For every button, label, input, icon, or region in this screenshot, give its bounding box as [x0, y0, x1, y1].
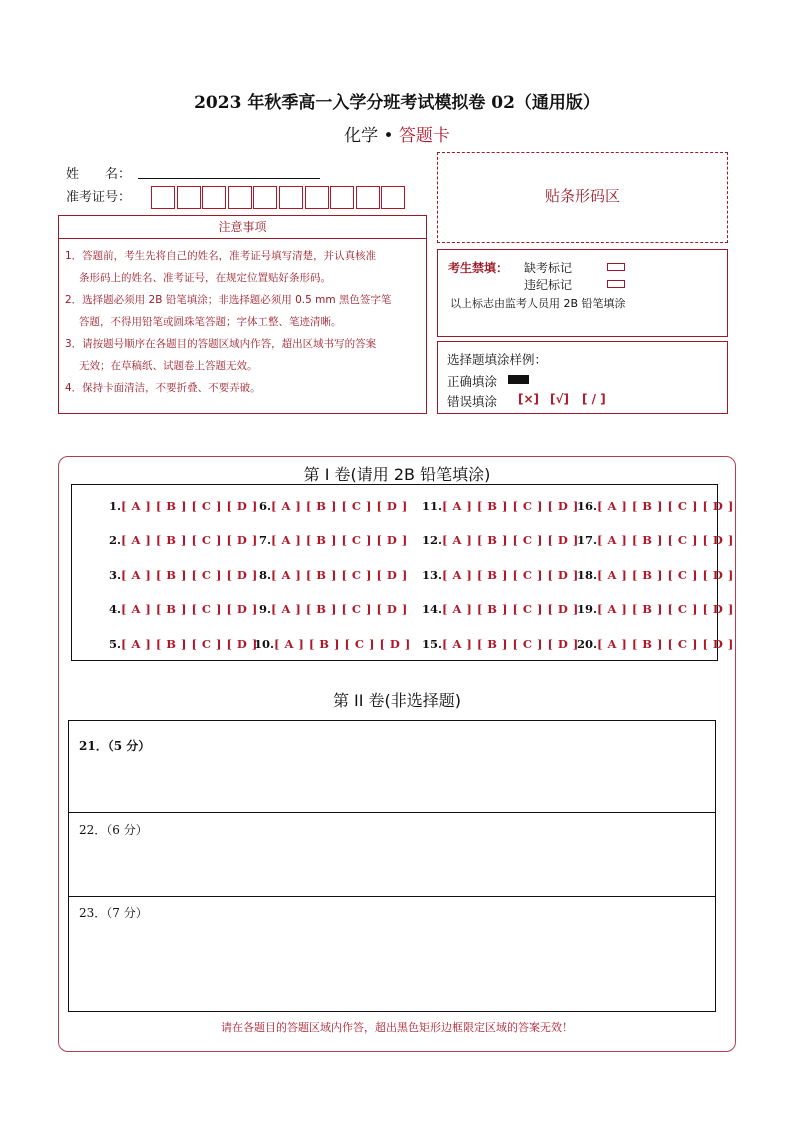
- id-digit-box[interactable]: [305, 186, 329, 209]
- wrong-fill-label: 错误填涂: [447, 394, 498, 409]
- mc-question-7[interactable]: 7.[ A ] [ B ] [ C ] [ D ]: [259, 533, 408, 547]
- mc-question-9[interactable]: 9.[ A ] [ B ] [ C ] [ D ]: [259, 602, 408, 616]
- mc-question-14[interactable]: 14.[ A ] [ B ] [ C ] [ D ]: [422, 602, 579, 616]
- notice-item: 2．选择题必须用 2B 铅笔填涂；非选择题必须用 0.5 mm 黑色签字笔: [65, 294, 392, 306]
- correct-fill-sample: [508, 375, 529, 384]
- page-title: 2023 年秋季高一入学分班考试模拟卷 02（通用版）: [194, 93, 600, 113]
- mc-question-11[interactable]: 11.[ A ] [ B ] [ C ] [ D ]: [422, 499, 579, 513]
- id-label: 准考证号：: [66, 190, 132, 205]
- absent-label: 缺考标记: [524, 261, 573, 275]
- notice-item: 4．保持卡面清洁，不要折叠、不要弄破。: [65, 382, 261, 394]
- mc-question-18[interactable]: 18.[ A ] [ B ] [ C ] [ D ]: [577, 568, 734, 582]
- mc-question-3[interactable]: 3.[ A ] [ B ] [ C ] [ D ]: [109, 568, 258, 582]
- fill-sample-panel: [437, 341, 728, 414]
- mc-question-2[interactable]: 2.[ A ] [ B ] [ C ] [ D ]: [109, 533, 258, 547]
- violation-label: 违纪标记: [524, 278, 573, 292]
- notice-item: 1．答题前，考生先将自己的姓名，准考证号填写清楚，并认真核准: [65, 250, 377, 262]
- absent-mark-box[interactable]: [607, 263, 625, 271]
- proctor-mark-panel: [437, 249, 728, 337]
- mc-question-8[interactable]: 8.[ A ] [ B ] [ C ] [ D ]: [259, 568, 408, 582]
- id-digit-box[interactable]: [279, 186, 303, 209]
- notice-heading: 注意事项: [59, 216, 426, 239]
- wrong-mark-cross: [×]: [518, 392, 540, 406]
- correct-fill-label: 正确填涂: [447, 374, 498, 389]
- mc-question-6[interactable]: 6.[ A ] [ B ] [ C ] [ D ]: [259, 499, 408, 513]
- notice-item: 条形码上的姓名、准考证号，在规定位置贴好条形码。: [79, 272, 331, 284]
- mc-question-16[interactable]: 16.[ A ] [ B ] [ C ] [ D ]: [577, 499, 734, 513]
- notice-item: 答题，不得用铅笔或圆珠笔答题；字体工整、笔迹清晰。: [79, 316, 342, 328]
- page-subtitle: [0, 121, 794, 146]
- notice-item: 3．请按题号顺序在各题目的答题区域内作答，超出区域书写的答案: [65, 338, 377, 350]
- notice-panel: [58, 215, 427, 414]
- question-divider: [69, 896, 715, 897]
- exam-id-boxes[interactable]: [151, 186, 407, 209]
- banned-note: 以上标志由监考人员用 2B 铅笔填涂: [450, 297, 626, 310]
- name-field[interactable]: [138, 178, 320, 179]
- card-name: 答题卡: [398, 126, 450, 146]
- banned-label: 考生禁填：: [448, 261, 509, 275]
- violation-mark-box[interactable]: [607, 280, 625, 288]
- footer-warning: 请在各题目的答题区域内作答，超出黑色矩形边框限定区域的答案无效！: [221, 1021, 573, 1034]
- free-response-box[interactable]: [68, 720, 716, 1012]
- id-digit-box[interactable]: [330, 186, 354, 209]
- question-23-label: 23．（7 分）: [79, 906, 148, 920]
- mc-question-13[interactable]: 13.[ A ] [ B ] [ C ] [ D ]: [422, 568, 579, 582]
- id-digit-box[interactable]: [202, 186, 226, 209]
- mc-question-1[interactable]: 1.[ A ] [ B ] [ C ] [ D ]: [109, 499, 258, 513]
- id-digit-box[interactable]: [253, 186, 277, 209]
- id-digit-box[interactable]: [177, 186, 201, 209]
- notice-body: [59, 239, 426, 399]
- sample-heading: 选择题填涂样例：: [447, 352, 548, 367]
- name-label: 姓 名：: [66, 167, 132, 182]
- title-separator: •: [383, 126, 394, 146]
- wrong-mark-slash: [ / ]: [582, 392, 606, 406]
- question-21-label: 21．（5 分）: [79, 739, 151, 753]
- mc-question-12[interactable]: 12.[ A ] [ B ] [ C ] [ D ]: [422, 533, 579, 547]
- subject-label: 化学: [344, 126, 379, 146]
- id-digit-box[interactable]: [228, 186, 252, 209]
- mc-question-4[interactable]: 4.[ A ] [ B ] [ C ] [ D ]: [109, 602, 258, 616]
- mc-question-20[interactable]: 20.[ A ] [ B ] [ C ] [ D ]: [577, 637, 734, 651]
- mc-question-17[interactable]: 17.[ A ] [ B ] [ C ] [ D ]: [577, 533, 734, 547]
- id-digit-box[interactable]: [356, 186, 380, 209]
- id-digit-box[interactable]: [381, 186, 405, 209]
- part1-title: 第 I 卷(请用 2B 铅笔填涂): [303, 465, 491, 484]
- wrong-mark-check: [√]: [550, 392, 569, 406]
- multiple-choice-grid: [71, 484, 734, 661]
- question-divider: [69, 812, 715, 813]
- mc-question-15[interactable]: 15.[ A ] [ B ] [ C ] [ D ]: [422, 637, 579, 651]
- barcode-area[interactable]: 贴条形码区: [437, 152, 728, 243]
- mc-question-10[interactable]: 10.[ A ] [ B ] [ C ] [ D ]: [254, 637, 411, 651]
- mc-question-19[interactable]: 19.[ A ] [ B ] [ C ] [ D ]: [577, 602, 734, 616]
- id-digit-box[interactable]: [151, 186, 175, 209]
- question-22-label: 22．（6 分）: [79, 823, 148, 837]
- mc-question-5[interactable]: 5.[ A ] [ B ] [ C ] [ D ]: [109, 637, 258, 651]
- notice-item: 无效；在草稿纸、试题卷上答题无效。: [79, 360, 258, 372]
- part2-title: 第 II 卷(非选择题): [332, 691, 462, 710]
